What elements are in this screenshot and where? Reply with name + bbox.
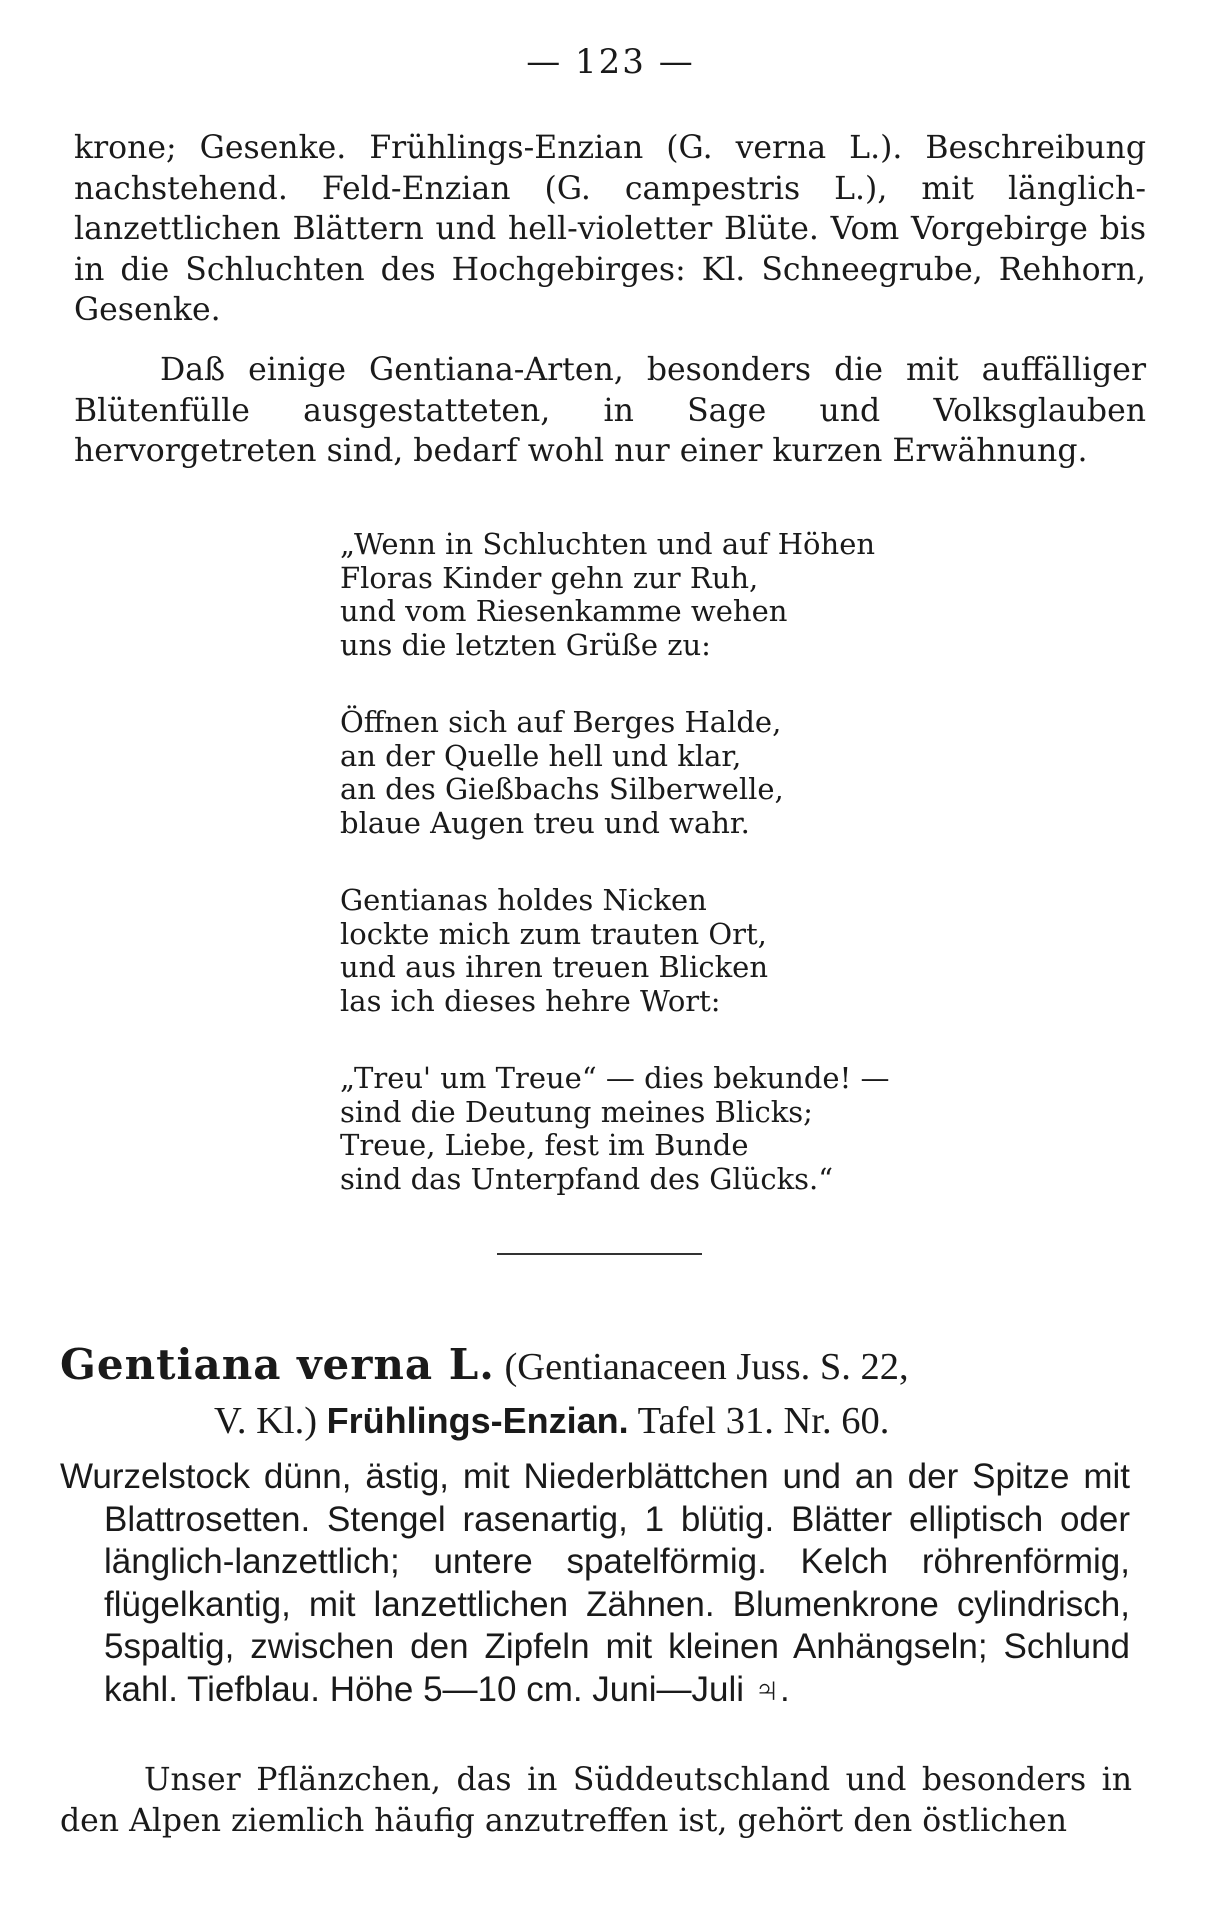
paragraph-final: Unser Pflänzchen, das in Süddeutschland und besonders in den Alpen ziemlich häufig anzutreffen ist, gehört den östlichen [60, 1762, 1132, 1839]
poem-line: sind die Deutung meines Blicks; [340, 1094, 813, 1129]
poem-line: Gentianas holdes Nicken [340, 883, 707, 917]
poem-stanza [340, 706, 1060, 840]
poem-line: uns die letzten Grüße zu: [340, 627, 711, 662]
common-name: Frühlings-Enzian. [326, 1400, 629, 1441]
species-description: Wurzelstock dünn, ästig, mit Niederblättchen und an der Spitze mit Blattrosetten. Stengel rasenartig, 1 blütig. Blätter elliptisch oder länglich-lanzettlich; untere spatelförmig. Kelch röhrenförmig, flügelkantig, mit lanzettlichen Zähnen. Blumenkrone cylindrisch, 5spaltig, zwischen den Zipfeln mit kleinen Anhängseln; Schlund kahl. Tiefblau. Höhe 5—10 cm. Juni—Juli ♃. [60, 1457, 1130, 1709]
plate-reference: Tafel 31. Nr. 60. [637, 1400, 890, 1442]
poem-stanza [340, 884, 1060, 1018]
page-number: — 123 — [526, 42, 695, 82]
poem-line: „Treu' um Treue“ — dies bekunde! — [340, 1061, 890, 1095]
scientific-name: Gentiana verna L. [60, 1340, 495, 1389]
poem-line: an des Gießbachs Silberwelle, [340, 772, 784, 806]
poem [340, 528, 1060, 1240]
paragraph-intro: krone; Gesenke. Frühlings-Enzian (G. verna L.). Beschreibung nachstehend. Feld-Enzian (G. campestris L.), mit länglich-lanzettlichen Blättern und hell-violetter Blüte. Vom Vorgebirge bis in die Schluchten des Hochgebirges: Kl. Schneegrube, Rehhorn, Gesenke. [74, 130, 1146, 328]
poem-line: lockte mich zum trauten Ort, [340, 916, 767, 951]
poem-stanza [340, 1062, 1060, 1196]
poem-line: blaue Augen treu und wahr. [340, 805, 750, 840]
poem-line: las ich dieses hehre Wort: [340, 983, 721, 1018]
poem-line: Öffnen sich auf Berges Halde, [340, 705, 782, 739]
poem-line: Floras Kinder gehn zur Ruh, [340, 560, 759, 595]
poem-line: Treue, Liebe, fest im Bunde [340, 1128, 749, 1162]
poem-line: und aus ihren treuen Blicken [340, 950, 769, 984]
poem-line: an der Quelle hell und klar, [340, 738, 742, 773]
section-divider [497, 1253, 702, 1255]
poem-line: „Wenn in Schluchten und auf Höhen [340, 527, 876, 561]
class-reference: V. Kl.) [214, 1400, 318, 1442]
poem-line: sind das Unterpfand des Glücks.“ [340, 1161, 834, 1196]
paragraph-legend: Daß einige Gentiana-Arten, besonders die mit auffälliger Blütenfülle ausgestatteten, in Sage und Volksglauben hervorgetreten sind, bedarf wohl nur einer kurzen Erwähnung. [74, 352, 1146, 469]
entry-heading-line-1 [60, 1340, 1140, 1392]
poem-stanza [340, 528, 1060, 662]
poem-line: und vom Riesenkamme wehen [340, 594, 788, 628]
family-reference: (Gentianaceen Juss. S. 22, [504, 1346, 909, 1388]
entry-heading-line-2 [214, 1396, 1135, 1446]
